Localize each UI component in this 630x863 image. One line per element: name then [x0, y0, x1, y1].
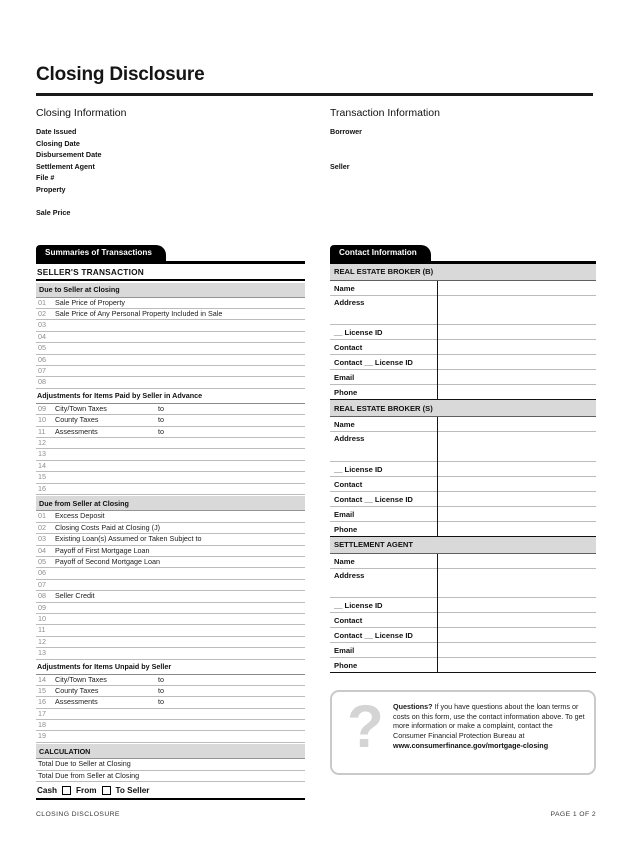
contact-field-address: Address	[330, 296, 596, 326]
table-row	[36, 309, 305, 320]
contact-section	[330, 400, 596, 537]
row-label: Seller Credit	[55, 591, 95, 601]
group-header: Adjustments for Items Paid by Seller in Advance	[36, 389, 305, 404]
row-to-label: to	[158, 426, 164, 436]
row-number: 06	[38, 568, 46, 578]
cash-from-label: From	[76, 785, 97, 795]
table-row	[36, 771, 305, 782]
row-number: 05	[38, 343, 46, 353]
row-number: 11	[38, 426, 46, 436]
transaction-information-fields	[330, 126, 596, 172]
table-row	[36, 675, 305, 686]
row-number: 15	[38, 685, 46, 695]
footer-page-number: PAGE 1 OF 2	[550, 811, 596, 818]
info-field-label: Seller	[330, 161, 350, 171]
contact-field-address: Address	[330, 432, 596, 462]
row-label: Assessments	[55, 697, 98, 707]
contact-field-contact: Contact	[330, 477, 596, 492]
row-to-label: to	[158, 674, 164, 684]
table-row	[36, 355, 305, 366]
cash-label: Cash	[37, 785, 58, 795]
row-to-label: to	[158, 685, 164, 695]
row-to-label: to	[158, 415, 164, 425]
questions-bold-label: Questions?	[393, 702, 433, 711]
row-label: County Taxes	[55, 685, 99, 695]
group-header: Due from Seller at Closing	[36, 496, 305, 511]
table-row	[36, 614, 305, 625]
row-number: 17	[38, 708, 46, 718]
contact-field-name: Name	[330, 417, 596, 432]
table-row	[36, 415, 305, 426]
row-number: 07	[38, 579, 46, 589]
row-label: Total Due to Seller at Closing	[38, 759, 131, 769]
contact-tab: Contact Information	[330, 245, 431, 261]
cash-to-label: To Seller	[115, 785, 150, 795]
info-field-label: Sale Price	[36, 207, 71, 217]
table-row	[36, 697, 305, 708]
row-number: 19	[38, 731, 46, 741]
contact-field-license-id: __ License ID	[330, 462, 596, 477]
row-label: Sale Price of Any Personal Property Included in Sale	[55, 309, 223, 319]
row-number: 05	[38, 557, 46, 567]
table-row	[36, 591, 305, 602]
contact-rows	[330, 417, 596, 537]
table-row	[36, 686, 305, 697]
page-title: Closing Disclosure	[36, 64, 205, 85]
table-row	[36, 580, 305, 591]
row-to-label: to	[158, 697, 164, 707]
info-field-label: Borrower	[330, 127, 362, 136]
questions-text	[393, 702, 585, 751]
info-field-label: Property	[36, 184, 66, 194]
closing-information-block	[36, 107, 316, 218]
row-label: Existing Loan(s) Assumed or Taken Subject to	[55, 534, 202, 544]
table-row	[36, 568, 305, 579]
row-label: Closing Costs Paid at Closing (J)	[55, 522, 161, 532]
row-number: 08	[38, 377, 46, 387]
row-number: 07	[38, 366, 46, 376]
table-row	[36, 427, 305, 438]
table-row	[36, 557, 305, 568]
group-header: Due to Seller at Closing	[36, 283, 305, 298]
row-number: 13	[38, 648, 46, 658]
contact-field-email: Email	[330, 370, 596, 385]
questions-body: If you have questions about the loan terms or costs on this form, use the contact information above. To get more information or make a complaint, contact the Consumer Financial Protection Bureau at	[393, 702, 585, 741]
row-number: 10	[38, 415, 46, 425]
info-field-label: Closing Date	[36, 138, 80, 148]
question-mark-icon: ?	[347, 693, 384, 760]
contact-section-header: REAL ESTATE BROKER (B)	[330, 264, 596, 281]
table-row	[36, 449, 305, 460]
row-label: Payoff of Second Mortgage Loan	[55, 557, 160, 567]
info-field-label: File #	[36, 173, 55, 182]
contact-field-phone: Phone	[330, 385, 596, 400]
table-row	[36, 438, 305, 449]
row-number: 04	[38, 331, 46, 341]
table-row	[36, 404, 305, 415]
summaries-tab: Summaries of Transactions	[36, 245, 166, 261]
row-number: 03	[38, 534, 46, 544]
closing-information-fields	[36, 126, 316, 218]
table-row	[36, 377, 305, 388]
transaction-information-heading: Transaction Information	[330, 107, 440, 119]
info-field-label	[330, 149, 596, 161]
contact-field-contact-license-id: Contact __ License ID	[330, 355, 596, 370]
row-number: 16	[38, 483, 46, 493]
row-label: Sale Price of Property	[55, 297, 125, 307]
table-row	[36, 320, 305, 331]
row-label: Total Due from Seller at Closing	[38, 770, 140, 780]
row-number: 11	[38, 625, 46, 635]
row-to-label: to	[158, 403, 164, 413]
table-row	[36, 472, 305, 483]
closing-information-heading: Closing Information	[36, 107, 127, 119]
contact-field-email: Email	[330, 643, 596, 658]
row-number: 04	[38, 545, 46, 555]
row-number: 14	[38, 674, 46, 684]
contact-column-divider	[437, 281, 438, 401]
row-number: 09	[38, 403, 46, 413]
cash-to-checkbox[interactable]	[102, 786, 111, 795]
contact-field-contact: Contact	[330, 340, 596, 355]
table-row	[36, 603, 305, 614]
table-row	[36, 625, 305, 636]
row-number: 12	[38, 438, 46, 447]
table-row	[36, 709, 305, 720]
page-footer	[36, 811, 596, 818]
info-field-label	[330, 138, 596, 150]
row-label: City/Town Taxes	[55, 403, 107, 413]
row-label: Payoff of First Mortgage Loan	[55, 545, 150, 555]
info-field-label: Disbursement Date	[36, 150, 102, 159]
row-label: County Taxes	[55, 415, 99, 425]
table-row	[36, 648, 305, 659]
contact-column-divider	[437, 554, 438, 674]
row-number: 08	[38, 591, 46, 601]
row-number: 12	[38, 636, 46, 646]
contact-rows	[330, 281, 596, 401]
table-row	[36, 343, 305, 354]
row-number: 13	[38, 449, 46, 459]
table-row	[36, 461, 305, 472]
cash-row	[36, 782, 305, 800]
contact-sections	[330, 264, 596, 674]
cash-from-checkbox[interactable]	[62, 786, 71, 795]
contact-field-phone: Phone	[330, 522, 596, 537]
table-row	[36, 332, 305, 343]
sellers-transaction-title: SELLER'S TRANSACTION	[36, 264, 305, 282]
row-number: 01	[38, 511, 46, 521]
contact-section	[330, 264, 596, 401]
table-row	[36, 731, 305, 742]
table-row	[36, 366, 305, 377]
contact-field-name: Name	[330, 281, 596, 296]
table-row	[36, 511, 305, 522]
summaries-groups	[36, 283, 305, 782]
transaction-information-block	[330, 107, 596, 172]
cfpb-link[interactable]: www.consumerfinance.gov/mortgage-closing	[393, 740, 549, 750]
info-field-label: Settlement Agent	[36, 161, 95, 171]
table-row	[36, 759, 305, 770]
table-row	[36, 720, 305, 731]
row-number: 15	[38, 472, 46, 482]
contact-section-header: REAL ESTATE BROKER (S)	[330, 400, 596, 417]
table-row	[36, 484, 305, 495]
row-number: 02	[38, 522, 46, 532]
row-number: 18	[38, 720, 46, 730]
row-number: 06	[38, 354, 46, 364]
row-number: 02	[38, 309, 46, 319]
group-header: Adjustments for Items Unpaid by Seller	[36, 660, 305, 675]
contact-rows	[330, 554, 596, 674]
contact-field-email: Email	[330, 507, 596, 522]
table-row	[36, 534, 305, 545]
table-row	[36, 523, 305, 534]
contact-field-address: Address	[330, 569, 596, 599]
contact-section	[330, 537, 596, 674]
info-field-label: Date Issued	[36, 127, 77, 136]
row-label: Excess Deposit	[55, 511, 105, 521]
table-row	[36, 637, 305, 648]
row-number: 01	[38, 297, 46, 307]
contact-section-header: SETTLEMENT AGENT	[330, 537, 596, 554]
contact-field-name: Name	[330, 554, 596, 569]
contact-field-contact-license-id: Contact __ License ID	[330, 492, 596, 507]
info-field-label	[36, 195, 316, 207]
contact-field-license-id: __ License ID	[330, 598, 596, 613]
contact-field-phone: Phone	[330, 658, 596, 673]
row-number: 09	[38, 602, 46, 612]
contact-field-license-id: __ License ID	[330, 325, 596, 340]
row-label: Assessments	[55, 426, 98, 436]
row-number: 14	[38, 460, 46, 470]
summaries-of-transactions-column	[36, 242, 305, 800]
table-row	[36, 298, 305, 309]
contact-field-contact-license-id: Contact __ License ID	[330, 628, 596, 643]
questions-box	[330, 690, 596, 775]
contact-field-contact: Contact	[330, 613, 596, 628]
row-label: City/Town Taxes	[55, 674, 107, 684]
contact-column-divider	[437, 417, 438, 537]
row-number: 10	[38, 613, 46, 623]
contact-information-column	[330, 242, 596, 673]
row-number: 16	[38, 697, 46, 707]
table-row	[36, 546, 305, 557]
title-rule	[36, 93, 593, 96]
footer-document-name: CLOSING DISCLOSURE	[36, 811, 120, 818]
row-number: 03	[38, 320, 46, 330]
group-header: CALCULATION	[36, 744, 305, 759]
